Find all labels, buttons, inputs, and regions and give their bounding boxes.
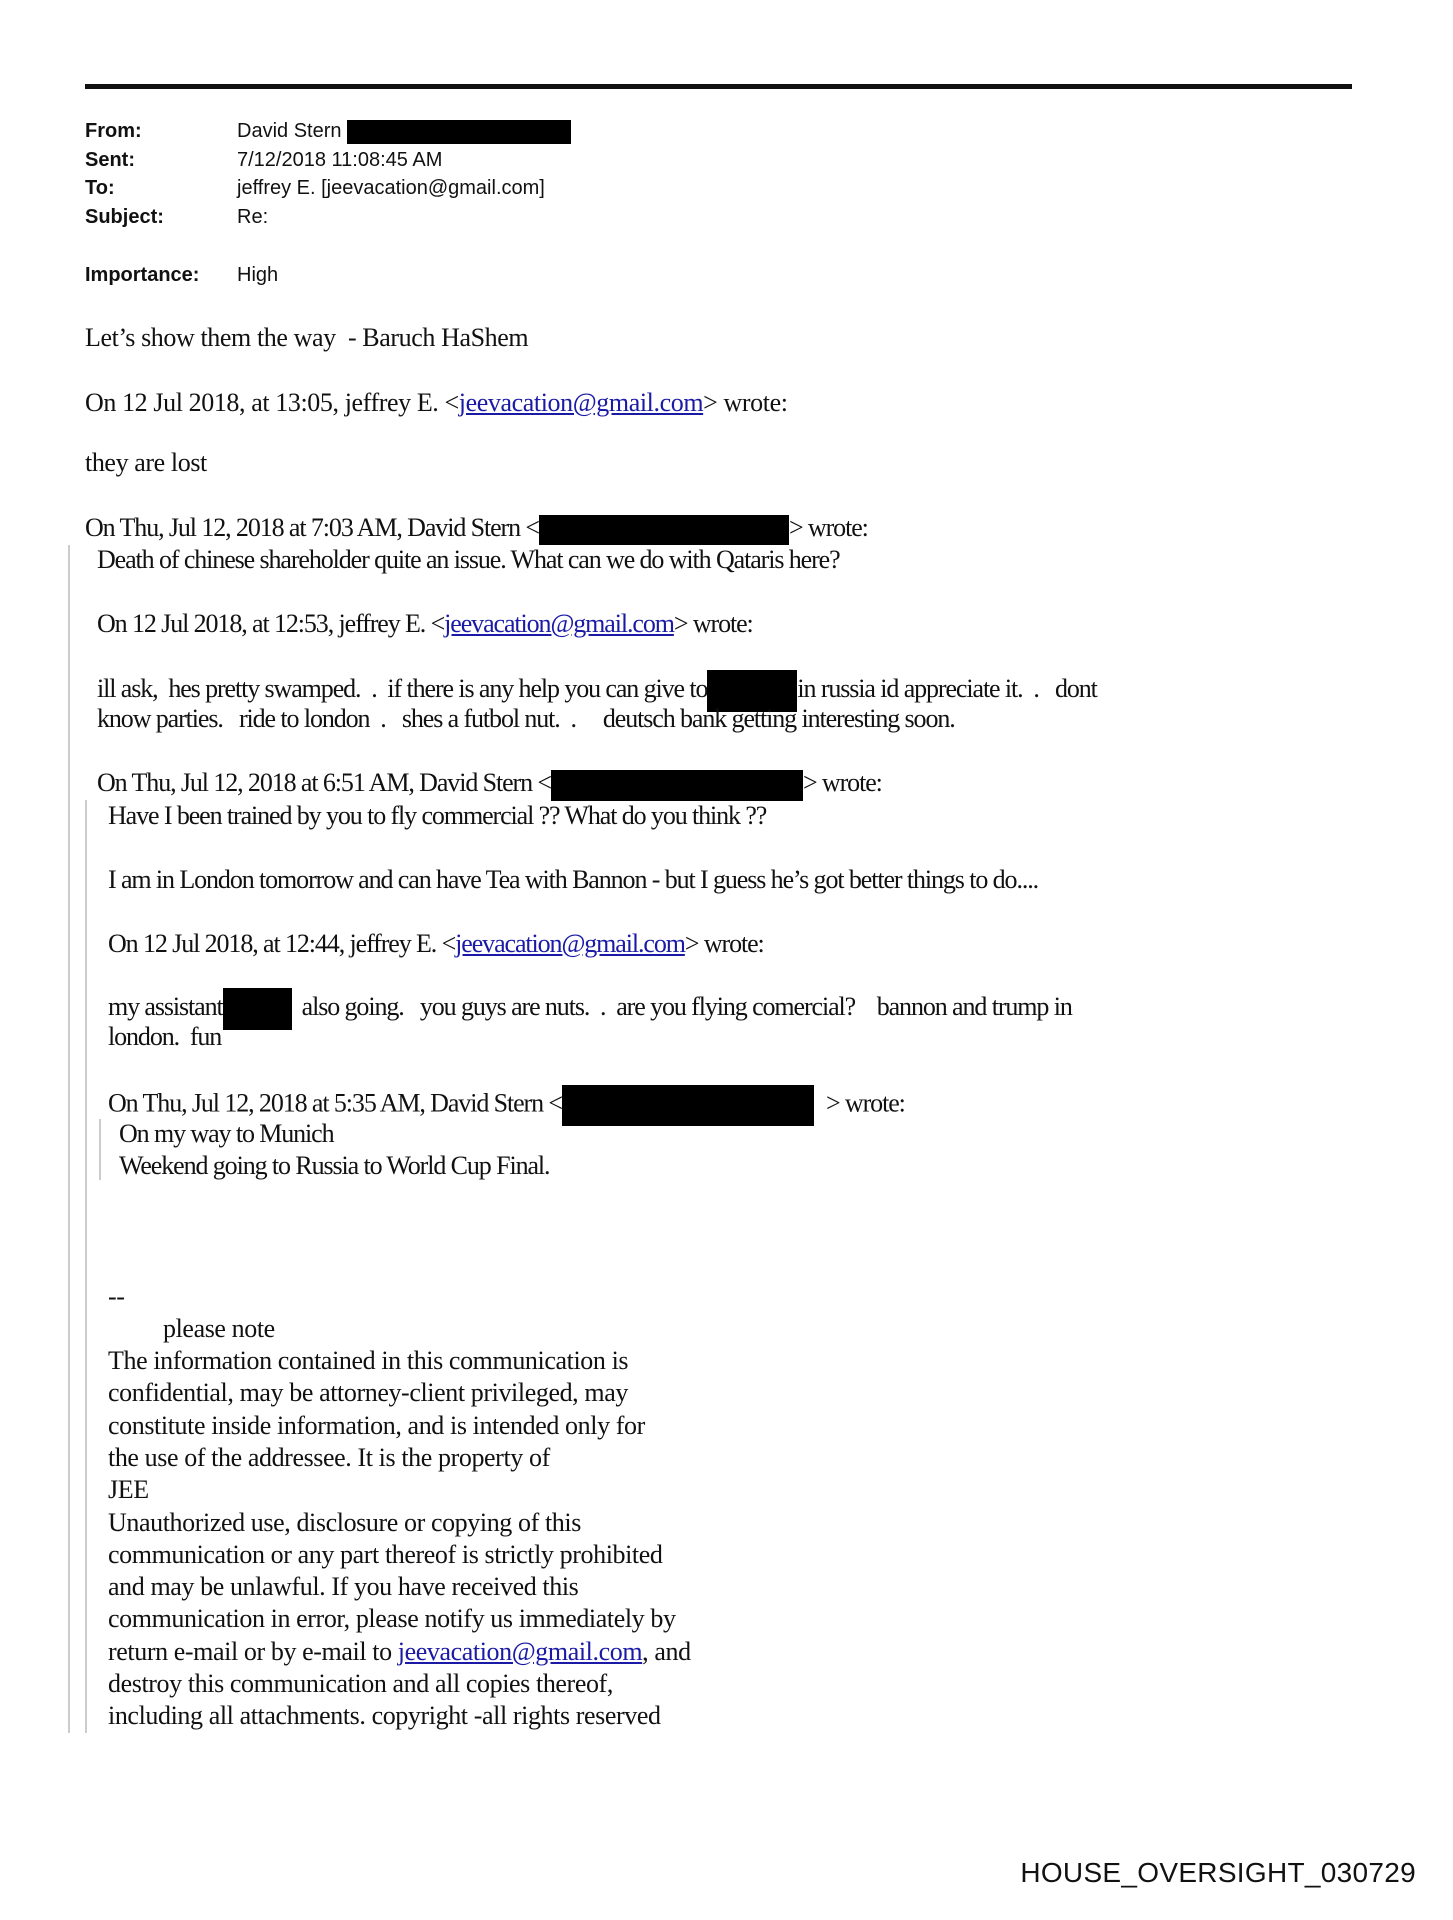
text-segment: in russia id appreciate it. . dont (797, 673, 1097, 703)
disclaimer-text: the use of the addressee. It is the property of (108, 1442, 550, 1472)
disclaimer-line (108, 1442, 550, 1474)
from-value (237, 117, 571, 145)
quote-bar (85, 800, 87, 1733)
disclaimer-text: including all attachments. copyright -all rights reserved (108, 1701, 661, 1731)
quote-header (97, 608, 753, 640)
quote-header-text: On 12 Jul 2018, at 12:44, jeffrey E. < (108, 929, 456, 958)
disclaimer-line (108, 1668, 613, 1700)
quote-text: Death of chinese shareholder quite an issue. What can we do with Qataris here? (97, 545, 840, 574)
quote-header-text: On Thu, Jul 12, 2018 at 7:03 AM, David Stern < (85, 513, 539, 542)
email-link[interactable]: jeevacation@gmail.com (455, 929, 685, 958)
disclaimer-line (108, 1603, 676, 1635)
reply-text: Let’s show them the way - Baruch HaShem (85, 323, 529, 352)
quote-header-text: > wrote: (684, 929, 764, 958)
disclaimer-line (108, 1539, 663, 1571)
quote-header-text: On Thu, Jul 12, 2018 at 5:35 AM, David Stern < (108, 1088, 562, 1118)
disclaimer-line (108, 1474, 149, 1506)
disclaimer-line (108, 1571, 578, 1603)
to-label: To: (85, 177, 115, 199)
quote-header (85, 512, 868, 545)
disclaimer-line (108, 1700, 661, 1732)
quote-header-text: On 12 Jul 2018, at 12:53, jeffrey E. < (97, 609, 445, 638)
text-segment: ill ask, hes pretty swamped. . if there is any help you can give to (97, 673, 708, 703)
disclaimer-text: return e-mail or by e-mail to (108, 1636, 398, 1666)
disclaimer-line (108, 1410, 645, 1442)
quote-text: they are lost (85, 448, 207, 477)
disclaimer-text: The information contained in this communication is (108, 1346, 629, 1375)
quote-header-text: On Thu, Jul 12, 2018 at 6:51 AM, David Stern < (97, 768, 551, 797)
sent-label: Sent: (85, 149, 135, 171)
redaction (539, 515, 789, 545)
from-name: David Stern (237, 120, 342, 142)
quote-header (108, 928, 764, 960)
importance-label: Importance: (85, 264, 200, 286)
disclaimer-text: and may be unlawful. If you have received this (108, 1572, 579, 1602)
quote-header-text: > wrote: (825, 1088, 905, 1118)
disclaimer-line (108, 1636, 691, 1668)
quote-header-text: > wrote: (788, 513, 868, 542)
quote-bar (99, 1119, 101, 1180)
disclaimer-line (108, 1345, 628, 1377)
quote-text: On my way to Munich (119, 1119, 334, 1148)
subject-label: Subject: (85, 206, 164, 228)
quote-header-text: > wrote: (802, 768, 882, 797)
email-link[interactable]: jeevacation@gmail.com (444, 609, 674, 638)
disclaimer-text: confidential, may be attorney-client privileged, may (108, 1378, 628, 1408)
quote-header (97, 767, 882, 801)
importance-value: High (237, 264, 279, 286)
disclaimer-text: Unauthorized use, disclosure or copying of this (108, 1507, 581, 1537)
disclaimer-text: communication or any part thereof is strictly prohibited (108, 1539, 663, 1569)
disclaimer-text: constitute inside information, and is intended only for (108, 1410, 645, 1440)
bates-number: HOUSE_OVERSIGHT_030729 (1020, 1857, 1416, 1888)
redaction (551, 770, 803, 801)
disclaimer-text: destroy this communication and all copies thereof, (108, 1669, 613, 1698)
disclaimer-line (108, 1507, 581, 1539)
disclaimer-text: JEE (108, 1475, 149, 1505)
from-label: From: (85, 120, 142, 142)
redaction (562, 1085, 814, 1126)
disclaimer-line (108, 1377, 628, 1409)
quote-header-text: > wrote: (703, 388, 788, 417)
quote-text: Have I been trained by you to fly commercial ?? What do you think ?? (108, 801, 767, 830)
redaction (223, 988, 292, 1030)
signature-please-note: please note (163, 1314, 275, 1343)
quote-bar (68, 545, 70, 1733)
text-segment: also going. you guys are nuts. . are you flying comercial? bannon and trump in (301, 991, 1072, 1021)
quote-text: Weekend going to Russia to World Cup Final. (119, 1151, 550, 1180)
redaction (347, 120, 571, 144)
quote-text: know parties. ride to london . shes a futbol nut. . deutsch bank getting interesting soon. (97, 704, 955, 733)
email-link[interactable]: jeevacation@gmail.com (458, 388, 704, 417)
quote-header (85, 387, 788, 419)
subject-value: Re: (237, 206, 269, 228)
quote-text (108, 988, 1072, 1030)
disclaimer-text: communication in error, please notify us immediately by (108, 1604, 676, 1634)
quote-text: london. fun (108, 1022, 222, 1051)
disclaimer-text: , and (642, 1636, 691, 1666)
quote-header-text: > wrote: (673, 609, 753, 638)
header-rule (85, 84, 1352, 89)
to-value: jeffrey E. [jeevacation@gmail.com] (237, 177, 545, 199)
quote-header-text: On 12 Jul 2018, at 13:05, jeffrey E. < (85, 388, 459, 417)
signature-dashes: -- (108, 1282, 125, 1311)
text-segment: my assistant (108, 991, 223, 1021)
sent-value: 7/12/2018 11:08:45 AM (237, 149, 443, 171)
email-link[interactable]: jeevacation@gmail.com (397, 1636, 643, 1666)
quote-text: I am in London tomorrow and can have Tea with Bannon - but I guess he’s got better things to do.... (108, 865, 1039, 894)
